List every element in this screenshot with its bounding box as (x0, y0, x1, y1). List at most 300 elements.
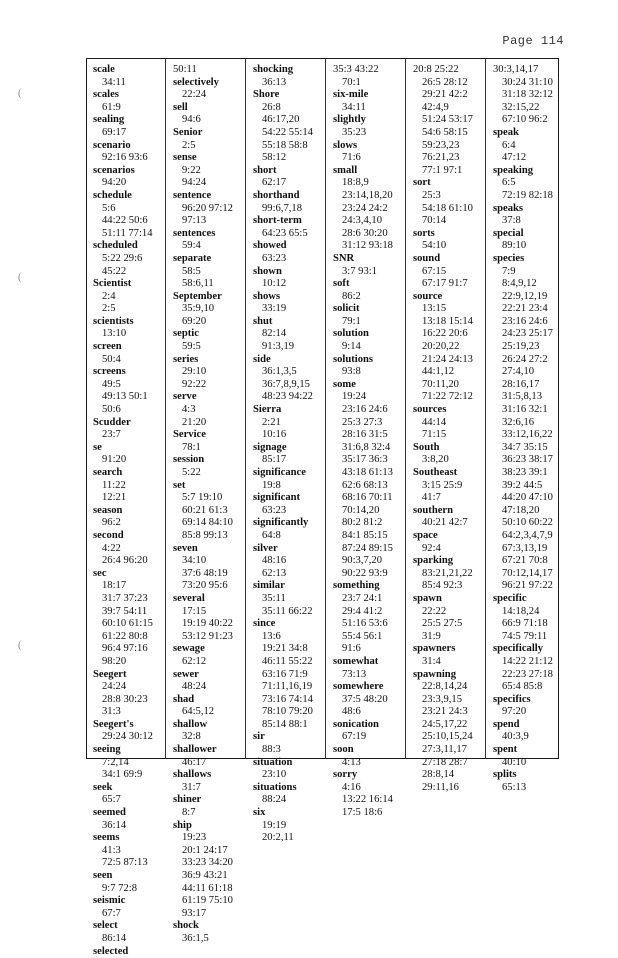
page-line-reference: 77:1 97:1 (422, 164, 463, 176)
page-line-reference: 25:19,23 (502, 341, 540, 353)
page-line-reference: 78:10 79:20 (262, 706, 313, 718)
page-line-reference: 22:24 (182, 89, 207, 101)
page-line-reference: 67:7 (102, 907, 121, 919)
page-line-reference: 36:23 38:17 (502, 454, 553, 466)
page-line-reference: 23:3,9,15 (422, 693, 463, 705)
index-entry (333, 719, 411, 744)
index-entry (93, 807, 171, 832)
margin-mark: ( (18, 272, 22, 283)
page-line-reference: 22:9,12,19 (502, 290, 548, 302)
page-line-reference: 28:8 30:23 (102, 693, 148, 705)
page-line-reference: 12:21 (102, 492, 127, 504)
page-line-reference: 47:18,20 (502, 504, 540, 516)
page-line-reference: 20:20,22 (422, 341, 460, 353)
page-line-reference: 55:18 58:8 (262, 139, 308, 151)
index-entry (253, 807, 331, 845)
index-entry (173, 820, 251, 921)
index-entry (173, 328, 251, 353)
page-line-reference: 35:3 43:22 (333, 64, 379, 75)
page-line-reference: 19:21 34:8 (262, 643, 308, 655)
index-term: Scudder (93, 416, 131, 428)
page-line-reference: 60:21 61:3 (182, 504, 228, 516)
page-line-reference: 29:24 30:12 (102, 731, 153, 743)
index-term: schedule (93, 189, 132, 201)
index-term: specific (493, 592, 527, 604)
page-line-reference: 66:9 71:18 (502, 618, 548, 630)
page-line-reference: 31:4 (422, 655, 441, 667)
page-line-reference: 83:21,21,22 (422, 567, 473, 579)
page-line-reference: 69:20 (182, 315, 207, 327)
index-entry (253, 404, 331, 442)
page-line-reference: 38:23 39:1 (502, 467, 548, 478)
page-line-reference: 47:12 (502, 152, 527, 164)
index-term: scenario (93, 139, 131, 151)
page-line-reference: 58:6,11 (182, 278, 214, 290)
index-column (333, 64, 411, 820)
page-line-reference: 33:12,16,22 (502, 429, 553, 441)
index-term: select (93, 920, 118, 932)
index-term: silver (253, 542, 278, 554)
index-entry (333, 303, 411, 328)
page-line-reference: 44:22 50:6 (102, 215, 148, 227)
index-term: selected (93, 945, 129, 957)
page-line-reference: 54:6 58:15 (422, 126, 468, 138)
page-line-reference: 44:1,12 (422, 366, 455, 378)
page-line-reference: 29:11,16 (422, 781, 459, 793)
index-entry (173, 77, 251, 102)
page-line-reference: 33:19 (262, 303, 287, 315)
page-line-reference: 27:18 28:7 (422, 756, 468, 768)
index-term: sewage (173, 643, 205, 655)
index-term: sources (413, 404, 447, 416)
index-entry (93, 240, 171, 278)
page-line-reference: 67:3,13,19 (502, 542, 548, 554)
index-term: solutions (333, 353, 374, 365)
page-line-reference: 9:22 (182, 164, 201, 176)
index-term: somewhat (333, 655, 379, 667)
index-term: speaking (493, 164, 534, 176)
page-line-reference: 64:8 (262, 529, 281, 541)
index-term: shows (253, 290, 281, 302)
index-term: sealing (93, 114, 125, 126)
index-entry (253, 467, 331, 492)
page-line-reference: 67:19 (342, 731, 367, 743)
page-line-reference: 98:20 (102, 655, 127, 667)
index-term: source (413, 290, 443, 302)
index-entry (173, 794, 251, 819)
index-entry (93, 366, 171, 416)
index-term: spawning (413, 668, 456, 680)
index-term: search (93, 467, 123, 478)
page-line-reference: 31:12 93:18 (342, 240, 393, 252)
page-line-reference: 36:13 (262, 76, 287, 88)
index-entry (93, 782, 171, 807)
page-line-reference: 28:16,17 (502, 378, 540, 390)
index-entry (173, 127, 251, 152)
page-line-reference: 48:16 (262, 555, 287, 567)
page-line-reference: 71:6 (342, 152, 361, 164)
page-line-reference: 63:16 71:9 (262, 668, 308, 680)
page-line-reference: 48:6 (342, 706, 361, 718)
index-entry (173, 480, 251, 543)
index-entry (173, 719, 251, 744)
index-entry (173, 429, 251, 454)
index-entry (413, 467, 491, 505)
index-entry (333, 140, 411, 165)
page-line-reference: 37:5 48:20 (342, 693, 388, 705)
page-line-reference: 19:19 40:22 (182, 618, 233, 630)
index-entry (173, 543, 251, 593)
index-term: season (93, 504, 123, 516)
page-line-reference: 20:1 24:17 (182, 844, 228, 856)
index-entry (333, 114, 411, 139)
page-line-reference: 59:5 (182, 341, 201, 353)
index-term: southern (413, 504, 454, 516)
index-entry (253, 89, 331, 165)
page-line-reference: 61:9 (102, 101, 121, 113)
index-entry (493, 769, 571, 794)
page-line-reference: 50:6 (102, 404, 121, 416)
page-line-reference: 70:11,20 (422, 378, 459, 390)
index-term: slows (333, 139, 358, 151)
index-term: selectively (173, 76, 219, 88)
page-line-reference: 33:23 34:20 (182, 857, 233, 869)
index-entry (93, 190, 171, 240)
page-line-reference: 25:3 (422, 189, 441, 201)
page-line-reference: 36:1,3,5 (262, 366, 297, 378)
index-entry (93, 316, 171, 341)
page-line-reference: 26:24 27:2 (502, 353, 548, 365)
index-entry (173, 152, 251, 190)
index-term: some (333, 378, 356, 390)
index-term: speak (493, 126, 519, 138)
page-line-reference: 50:11 (173, 64, 197, 75)
page-line-reference: 13:22 16:14 (342, 794, 393, 806)
index-term: sorry (333, 769, 358, 781)
index-entry (253, 354, 331, 404)
page-line-reference: 6:5 (502, 177, 516, 189)
index-entry (173, 920, 251, 945)
index-entry (93, 278, 171, 316)
index-term: specifics (493, 693, 531, 705)
page-line-reference: 64:5,12 (182, 706, 215, 718)
page-line-reference: 13:10 (102, 328, 127, 340)
index-term: short (253, 164, 277, 176)
page-line-reference: 2:5 (102, 303, 116, 315)
index-term: Shore (253, 89, 280, 101)
page-line-reference: 58:12 (262, 152, 287, 164)
page-line-reference: 85:8 99:13 (182, 529, 228, 541)
index-entry (493, 64, 571, 127)
index-term: sound (413, 252, 441, 264)
page-line-reference: 30:3,14,17 (493, 64, 539, 75)
index-entry (333, 64, 411, 89)
index-term: six (253, 807, 266, 819)
page-line-reference: 36:9 43:21 (182, 870, 228, 881)
index-entry (173, 190, 251, 228)
page-line-reference: 99:6,7,18 (262, 202, 303, 214)
page-line-reference: 68:16 70:11 (342, 492, 393, 504)
page-line-reference: 73:13 (342, 668, 367, 680)
page-line-reference: 54:22 55:14 (262, 126, 313, 138)
page-line-reference: 97:13 (182, 215, 207, 227)
page-line-reference: 80:2 81:2 (342, 517, 383, 529)
index-entry (253, 64, 331, 89)
index-term: sir (253, 731, 265, 743)
page-line-reference: 23:14,18,20 (342, 189, 393, 201)
page-line-reference: 44:14 (422, 416, 447, 428)
page-line-reference: 35:11 (262, 592, 286, 604)
page-line-reference: 92:22 (182, 378, 207, 390)
page-line-reference: 25:10,15,24 (422, 731, 473, 743)
page-line-reference: 89:10 (502, 240, 527, 252)
index-entry (333, 354, 411, 379)
page-line-reference: 23:24 24:2 (342, 202, 388, 214)
page-line-reference: 31:7 37:23 (102, 592, 148, 604)
index-term: screens (93, 366, 126, 378)
page-line-reference: 23:16 24:6 (502, 315, 548, 327)
page-line-reference: 54:10 (422, 240, 447, 252)
page-line-reference: 4:22 (102, 542, 121, 554)
index-entry (493, 593, 571, 643)
index-term: slightly (333, 114, 366, 126)
page-line-reference: 94:20 (102, 177, 127, 189)
page-line-reference: 79:1 (342, 315, 361, 327)
page-line-reference: 92:16 93:6 (102, 152, 148, 164)
page-line-reference: 69:14 84:10 (182, 517, 233, 529)
index-term: shorthand (253, 189, 300, 201)
page-line-reference: 62:13 (262, 567, 287, 579)
page-line-reference: 51:24 53:17 (422, 114, 473, 126)
index-term: short-term (253, 215, 302, 227)
page-line-reference: 65:7 (102, 794, 121, 806)
index-entry (333, 253, 411, 278)
page-line-reference: 46:11 55:22 (262, 655, 313, 667)
page-line-reference: 46:17,20 (262, 114, 300, 126)
index-entry (493, 253, 571, 593)
index-term: SNR (333, 252, 355, 264)
index-term: Seegert's (93, 718, 134, 730)
index-entry (493, 165, 571, 203)
page-line-reference: 35:9,10 (182, 303, 215, 315)
page-line-reference: 17:5 18:6 (342, 807, 383, 819)
page-line-reference: 3:15 25:9 (422, 479, 463, 491)
page-line-reference: 29:4 41:2 (342, 605, 383, 617)
page-line-reference: 2:21 (262, 416, 281, 428)
index-term: soft (333, 278, 350, 290)
index-term: Southeast (413, 467, 458, 478)
index-entry (173, 102, 251, 127)
index-entry (93, 568, 171, 669)
page-line-reference: 44:11 61:18 (182, 882, 233, 894)
index-term: sparking (413, 555, 454, 567)
index-term: small (333, 164, 358, 176)
page-line-reference: 94:24 (182, 177, 207, 189)
page-line-reference: 25:5 27:5 (422, 618, 463, 630)
index-term: space (413, 529, 438, 541)
page-line-reference: 24:5,17,22 (422, 718, 468, 730)
index-entry (253, 580, 331, 618)
index-term: signage (253, 441, 287, 453)
page-line-reference: 92:4 (422, 542, 441, 554)
index-entry (413, 442, 491, 467)
index-entry (333, 379, 411, 581)
page-line-reference: 5:22 (182, 467, 201, 478)
page-line-reference: 78:1 (182, 441, 201, 453)
page-line-reference: 2:5 (182, 139, 196, 151)
index-term: Seegert (93, 668, 127, 680)
page-line-reference: 13:18 15:14 (422, 315, 473, 327)
index-term: shiner (173, 794, 202, 806)
index-term: separate (173, 252, 212, 264)
page-line-reference: 19:23 (182, 832, 207, 844)
page-line-reference: 24:3,4,10 (342, 215, 383, 227)
page-line-reference: 7:2,14 (102, 756, 129, 768)
index-term: ship (173, 819, 192, 831)
index-entry (333, 278, 411, 303)
margin-mark: ( (18, 88, 22, 99)
index-entry (173, 643, 251, 668)
index-term: sewer (173, 668, 199, 680)
index-term: spend (493, 718, 520, 730)
index-term: scale (93, 64, 115, 75)
index-term: scenarios (93, 164, 135, 176)
index-column (93, 64, 171, 958)
page-line-reference: 49:5 (102, 378, 121, 390)
page-line-reference: 31:6,8 32:4 (342, 441, 391, 453)
page-line-reference: 94:6 (182, 114, 201, 126)
page-line-reference: 14:18,24 (502, 605, 540, 617)
page-line-reference: 18:17 (102, 580, 127, 592)
index-entry (253, 215, 331, 240)
index-entry (93, 920, 171, 945)
index-term: sentences (173, 227, 216, 239)
page-line-reference: 67:10 96:2 (502, 114, 548, 126)
index-entry (93, 870, 171, 895)
index-entry (173, 64, 251, 77)
index-entry (173, 769, 251, 794)
index-term: Sierra (253, 404, 282, 416)
page-line-reference: 4:13 (342, 756, 361, 768)
page-line-reference: 48:24 (182, 681, 207, 693)
page-line-reference: 50:4 (102, 353, 121, 365)
page-line-reference: 70:14,20 (342, 504, 380, 516)
index-entry (333, 165, 411, 253)
page-line-reference: 35:23 (342, 126, 367, 138)
index-entry (493, 744, 571, 769)
index-term: South (413, 441, 440, 453)
page-line-reference: 40:21 42:7 (422, 517, 468, 529)
page-line-reference: 73:20 95:6 (182, 580, 228, 592)
index-entry (253, 517, 331, 542)
page-line-reference: 28:6 30:20 (342, 227, 388, 239)
index-term: sell (173, 101, 188, 113)
page-line-reference: 71:22 72:12 (422, 391, 473, 403)
page-line-reference: 36:7,8,9,15 (262, 378, 310, 390)
page-line-reference: 63:23 (262, 504, 287, 516)
page-line-reference: 34:11 (342, 101, 366, 113)
index-entry (413, 505, 491, 530)
page-line-reference: 28:16 31:5 (342, 429, 388, 441)
index-entry (493, 694, 571, 719)
page-line-reference: 26:5 28:12 (422, 76, 468, 88)
index-term: seen (93, 870, 113, 881)
page-line-reference: 18:8,9 (342, 177, 369, 189)
page-line-reference: 24:23 25:17 (502, 328, 553, 340)
page-line-reference: 58:5 (182, 265, 201, 277)
index-entry (173, 454, 251, 479)
index-entry (333, 328, 411, 353)
page-line-reference: 5:22 29:6 (102, 252, 143, 264)
page-line-reference: 28:8,14 (422, 769, 455, 781)
page-line-reference: 5:6 (102, 202, 116, 214)
page-line-reference: 51:11 77:14 (102, 227, 153, 239)
index-term: since (253, 618, 276, 630)
page-line-reference: 29:21 42:2 (422, 89, 468, 101)
index-term: seeing (93, 744, 121, 756)
page-line-reference: 20:2,11 (262, 832, 294, 844)
index-entry (93, 89, 171, 114)
margin-mark: ( (18, 640, 22, 651)
page-line-reference: 26:8 (262, 101, 281, 113)
page-line-reference: 19:24 (342, 391, 367, 403)
page-line-reference: 14:22 21:12 (502, 655, 553, 667)
page-line-reference: 87:24 89:15 (342, 542, 393, 554)
page-line-reference: 34:1 69:9 (102, 769, 143, 781)
index-entry (253, 240, 331, 265)
index-term: shock (173, 920, 199, 932)
page-line-reference: 22:23 27:18 (502, 668, 553, 680)
page-line-reference: 5:7 19:10 (182, 492, 223, 504)
index-entry (93, 895, 171, 920)
page-line-reference: 24:24 (102, 681, 127, 693)
index-term: shown (253, 265, 282, 277)
index-entry (253, 731, 331, 756)
index-term: Scientist (93, 278, 132, 290)
index-entry (413, 291, 491, 404)
page-line-reference: 53:12 91:23 (182, 630, 233, 642)
index-term: se (93, 441, 102, 453)
page-line-reference: 4:3 (182, 404, 196, 416)
page-line-reference: 2:4 (102, 290, 116, 302)
page-line-reference: 3:8,20 (422, 454, 449, 466)
index-term: scheduled (93, 240, 138, 252)
index-term: seems (93, 832, 120, 844)
page-line-reference: 91:20 (102, 454, 127, 466)
index-entry (93, 467, 171, 505)
page-line-reference: 70:1 (342, 76, 361, 88)
page-line-reference: 35:17 36:3 (342, 454, 388, 466)
index-entry (413, 404, 491, 442)
page-line-reference: 9:14 (342, 341, 361, 353)
page-line-reference: 70:14 (422, 215, 447, 227)
page-line-reference: 93:17 (182, 907, 207, 919)
index-entry (93, 946, 171, 958)
index-entry (93, 719, 171, 744)
page-line-reference: 61:19 75:10 (182, 895, 233, 907)
page-line-reference: 67:21 70:8 (502, 555, 548, 567)
index-entry (173, 354, 251, 392)
page-line-reference: 48:23 94:22 (262, 391, 313, 403)
page-line-reference: 31:7 (182, 781, 201, 793)
page-line-reference: 91:6 (342, 643, 361, 655)
page-line-reference: 86:2 (342, 290, 361, 302)
index-term: series (173, 353, 199, 365)
index-term: something (333, 580, 380, 592)
index-term: several (173, 592, 205, 604)
page-line-reference: 31:9 (422, 630, 441, 642)
index-entry (93, 114, 171, 139)
